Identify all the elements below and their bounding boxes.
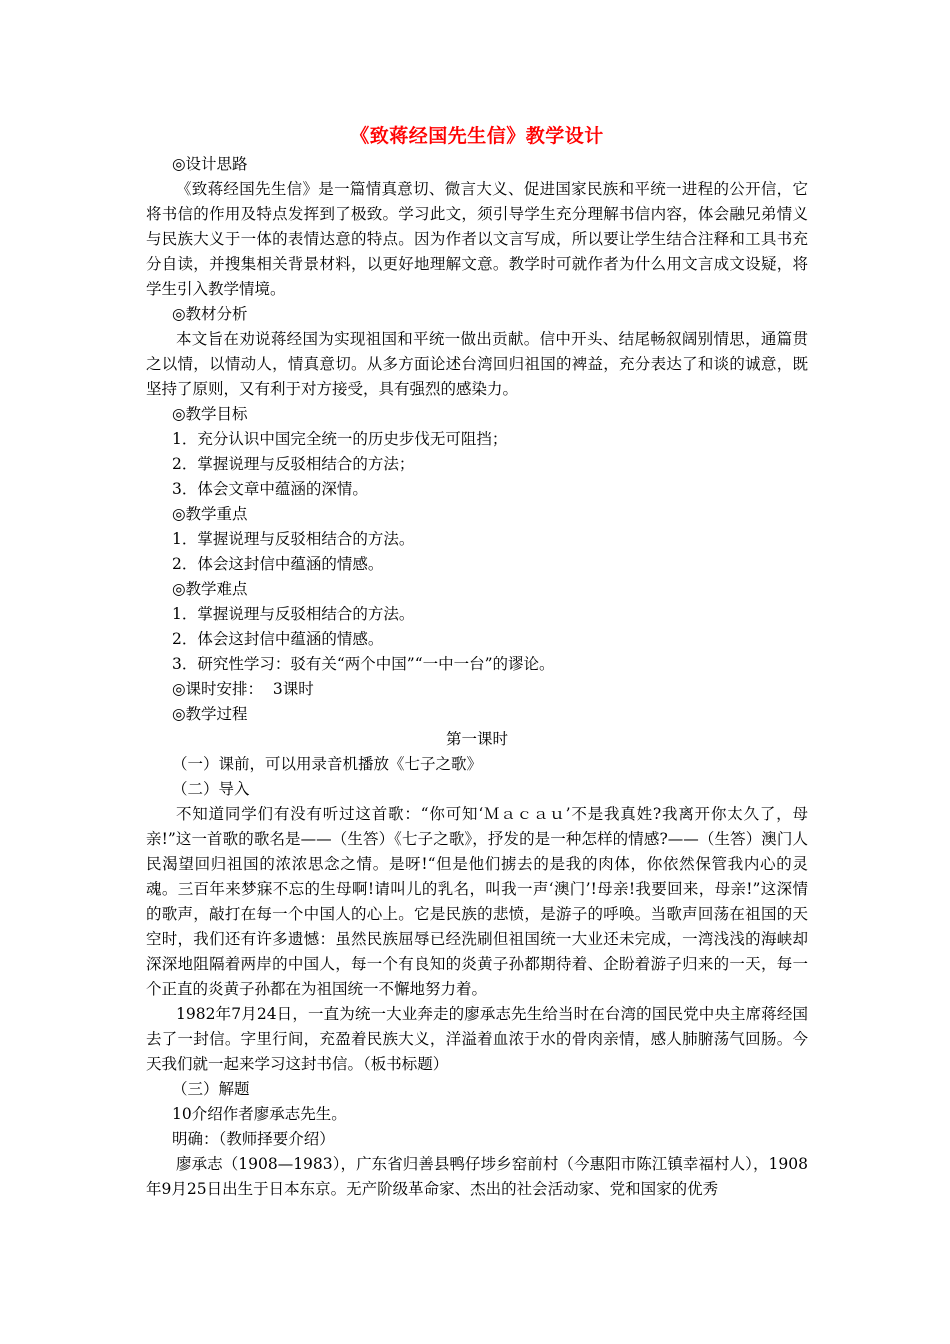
- step-heading: （二）导入: [172, 780, 250, 798]
- step-item: 10介绍作者廖承志先生。: [172, 1105, 347, 1123]
- key-point-item: 1．掌握说理与反驳相结合的方法。: [172, 530, 415, 548]
- document-title: 《致蒋经国先生信》教学设计: [350, 125, 604, 147]
- goal-item: 3．体会文章中蕴涵的深情。: [172, 480, 368, 498]
- section-heading-key-points: ◎教学重点: [172, 505, 248, 523]
- clarify-label: 明确：（教师择要介绍）: [172, 1130, 335, 1148]
- goal-item: 2．掌握说理与反驳相结合的方法；: [172, 455, 415, 473]
- lesson-title: 第一课时: [445, 730, 508, 748]
- section-heading-design: ◎设计思路: [172, 155, 248, 173]
- paragraph-author: 廖承志（1908—1983），广东省归善县鸭仔埗乡窑前村（今惠阳市陈江镇幸福村人），1908年9月25日出生于日本东京。无产阶级革命家、杰出的社会活动家、党和国家的优秀: [146, 1155, 808, 1198]
- section-heading-process: ◎教学过程: [172, 705, 248, 723]
- step-heading: （一）课前，可以用录音机播放《七子之歌》: [172, 755, 483, 773]
- difficult-point-item: 2．体会这封信中蕴涵的情感。: [172, 630, 384, 648]
- paragraph-design: 《致蒋经国先生信》是一篇情真意切、微言大义、促进国家民族和平统一进程的公开信，它将书信的作用及特点发挥到了极致。学习此文，须引导学生充分理解书信内容，体会融兄弟情义与民族大义于一体的表情达意的特点。因为作者以文言写成，所以要让学生结合注释和工具书充分自读，并搜集相关背景材料，以更好地理解文意。教学时可就作者为什么用文言成文设疑，将学生引入教学情境。: [146, 180, 808, 298]
- step-heading: （三）解题: [172, 1080, 250, 1098]
- document-body: [146, 122, 808, 1202]
- key-point-item: 2．体会这封信中蕴涵的情感。: [172, 555, 384, 573]
- paragraph-history: 1982年7月24日，一直为统一大业奔走的廖承志先生给当时在台湾的国民党中央主席蒋经国去了一封信。字里行间，充盈着民族大义，洋溢着血浓于水的骨肉亲情，感人肺腑荡气回肠。今天我们就一起来学习这封书信。（板书标题）: [146, 1005, 808, 1073]
- paragraph-analysis: 本文旨在劝说蒋经国为实现祖国和平统一做出贡献。信中开头、结尾畅叙阔别情思，通篇贯之以情，以情动人，情真意切。从多方面论述台湾回归祖国的裨益，充分表达了和谈的诚意，既坚持了原则，又有利于对方接受，具有强烈的感染力。: [146, 330, 808, 398]
- section-heading-goals: ◎教学目标: [172, 405, 248, 423]
- section-heading-difficult-points: ◎教学难点: [172, 580, 248, 598]
- difficult-point-item: 1．掌握说理与反驳相结合的方法。: [172, 605, 415, 623]
- difficult-point-item: 3．研究性学习：驳有关“两个中国”“一中一台”的谬论。: [172, 655, 555, 673]
- paragraph-intro: 不知道同学们有没有听过这首歌：“你可知‘Ｍａｃａｕ’不是我真姓?我离开你太久了，母亲!”这一首歌的歌名是——（生答）《七子之歌》，抒发的是一种怎样的情感?——（生答）澳门人民渴望回归祖国的浓浓思念之情。是呀!“但是他们掳去的是我的肉体，你依然保管我内心的灵魂。三百年来梦寐不忘的生母啊!请叫儿的乳名，叫我一声‘澳门’!母亲!我要回来，母亲!”这深情的歌声，敲打在每一个中国人的心上。它是民族的悲愤，是游子的呼唤。当歌声回荡在祖国的天空时，我们还有许多遗憾：虽然民族屈辱已经洗刷但祖国统一大业还未完成，一湾浅浅的海峡却深深地阻隔着两岸的中国人，每一个有良知的炎黄子孙都期待着、企盼着游子归来的一天，每一个正直的炎黄子孙都在为祖国统一不懈地努力着。: [146, 805, 808, 998]
- goal-item: 1．充分认识中国完全统一的历史步伐无可阻挡；: [172, 430, 508, 448]
- section-heading-analysis: ◎教材分析: [172, 305, 248, 323]
- section-heading-schedule: ◎课时安排： 3课时: [172, 680, 314, 698]
